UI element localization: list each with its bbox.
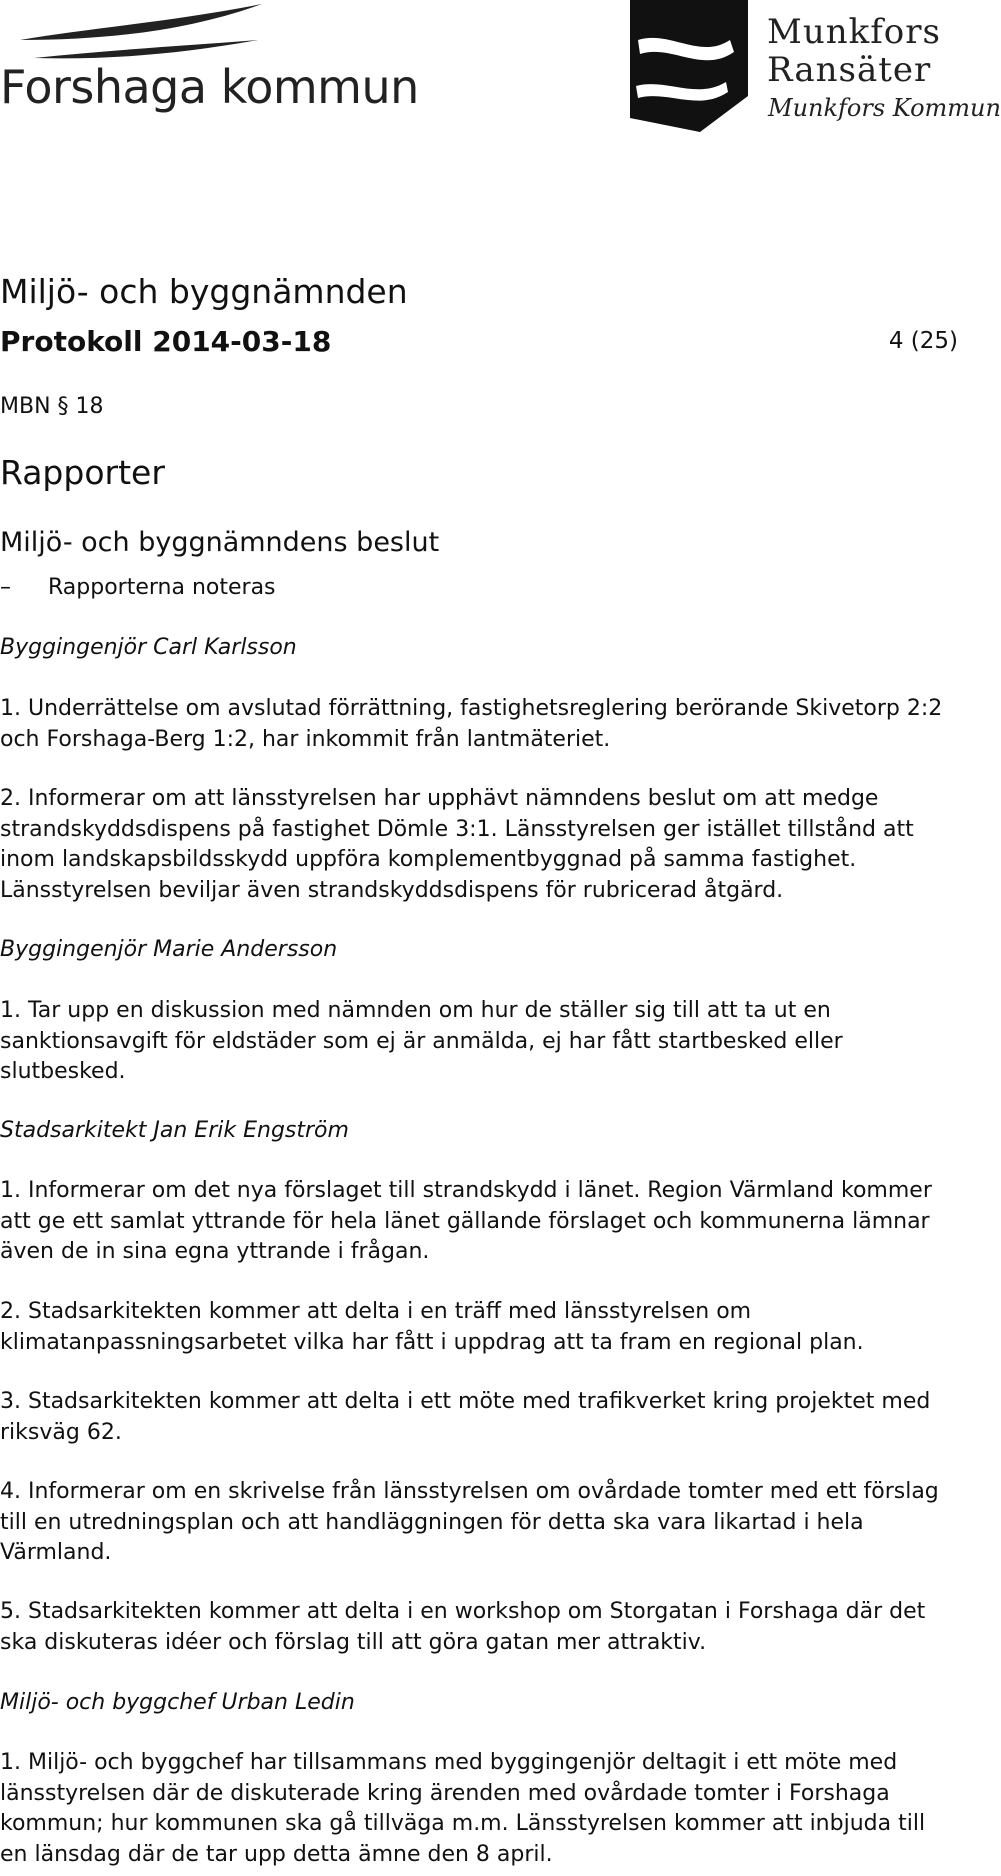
report-item: 4. Informerar om en skrivelse från länsstyrelsen om ovårdade tomter med ett förslag till en utredningsplan och att handläggningen för detta ska vara likartad i hela Värmland. <box>0 1479 939 1565</box>
munkfors-logo-line1: Munkfors <box>767 12 941 52</box>
forshaga-logo-text: Forshaga kommun <box>0 60 419 114</box>
report-person-urban-ledin: Miljö- och byggchef Urban Ledin <box>0 1690 355 1715</box>
report-person-carl-karlsson: Byggingenjör Carl Karlsson <box>0 635 297 660</box>
decision-item-text: Rapporterna noteras <box>48 575 276 600</box>
committee-name: Miljö- och byggnämnden <box>0 272 408 311</box>
report-item: 2. Stadsarkitekten kommer att delta i en träff med länsstyrelsen om klimatanpassningsarbetet vilka har fått i uppdrag att ta fram en regional plan. <box>0 1299 864 1355</box>
report-item: 1. Underrättelse om avslutad förrättning, fastighetsreglering berörande Skivetorp 2:2 och Forshaga-Berg 1:2, har inkommit från lantmäteriet. <box>0 696 943 752</box>
decision-item <box>0 575 276 600</box>
protocol-date: Protokoll 2014-03-18 <box>0 325 332 358</box>
report-item: 5. Stadsarkitekten kommer att delta i en workshop om Storgatan i Forshaga där det ska diskuteras idéer och förslag till att göra gatan mer attraktiv. <box>0 1599 926 1655</box>
munkfors-emblem-icon <box>630 0 760 132</box>
report-item: 1. Miljö- och byggchef har tillsammans med byggingenjör deltagit i ett möte med länsstyrelsen där de diskuterade kring ärenden med ovårdade tomter i Forshaga kommun; hur kommunen ska gå tillväga m.m. Länsstyrelsen kommer att inbjuda till en länsdag där de tar upp detta ämne den 8 april. <box>0 1750 926 1867</box>
report-item: 3. Stadsarkitekten kommer att delta i ett möte med trafikverket kring projektet med riksväg 62. <box>0 1389 931 1445</box>
report-person-jan-erik-engstrom: Stadsarkitekt Jan Erik Engström <box>0 1118 349 1143</box>
page-number: 4 (25) <box>888 328 958 354</box>
decision-heading: Miljö- och byggnämndens beslut <box>0 527 440 558</box>
decision-dash: – <box>0 575 11 600</box>
section-reference: MBN § 18 <box>0 394 104 419</box>
forshaga-logo <box>0 0 419 125</box>
munkfors-logo <box>630 0 1001 135</box>
report-item: 1. Informerar om det nya förslaget till strandskydd i länet. Region Värmland kommer att ge ett samlat yttrande för hela länet gällande förslaget och kommunerna lämnar även de in sina egna yttrande i frågan. <box>0 1178 932 1264</box>
report-item: 2. Informerar om att länsstyrelsen har upphävt nämndens beslut om att medge strandskyddsdispens på fastighet Dömle 3:1. Länsstyrelsen ger istället tillstånd att inom landskapsbildsskydd uppföra komplementbyggnad på samma fastighet. Länsstyrelsen beviljar även strandskyddsdispens för rubricerad åtgärd. <box>0 786 914 903</box>
munkfors-logo-line2: Ransäter <box>767 50 932 90</box>
munkfors-logo-line3: Munkfors Kommun <box>768 94 1001 122</box>
report-person-marie-andersson: Byggingenjör Marie Andersson <box>0 937 338 962</box>
section-title: Rapporter <box>0 453 165 492</box>
report-item: 1. Tar upp en diskussion med nämnden om hur de ställer sig till att ta ut en sanktionsavgift för eldstäder som ej är anmälda, ej har fått startbesked eller slutbesked. <box>0 998 843 1084</box>
